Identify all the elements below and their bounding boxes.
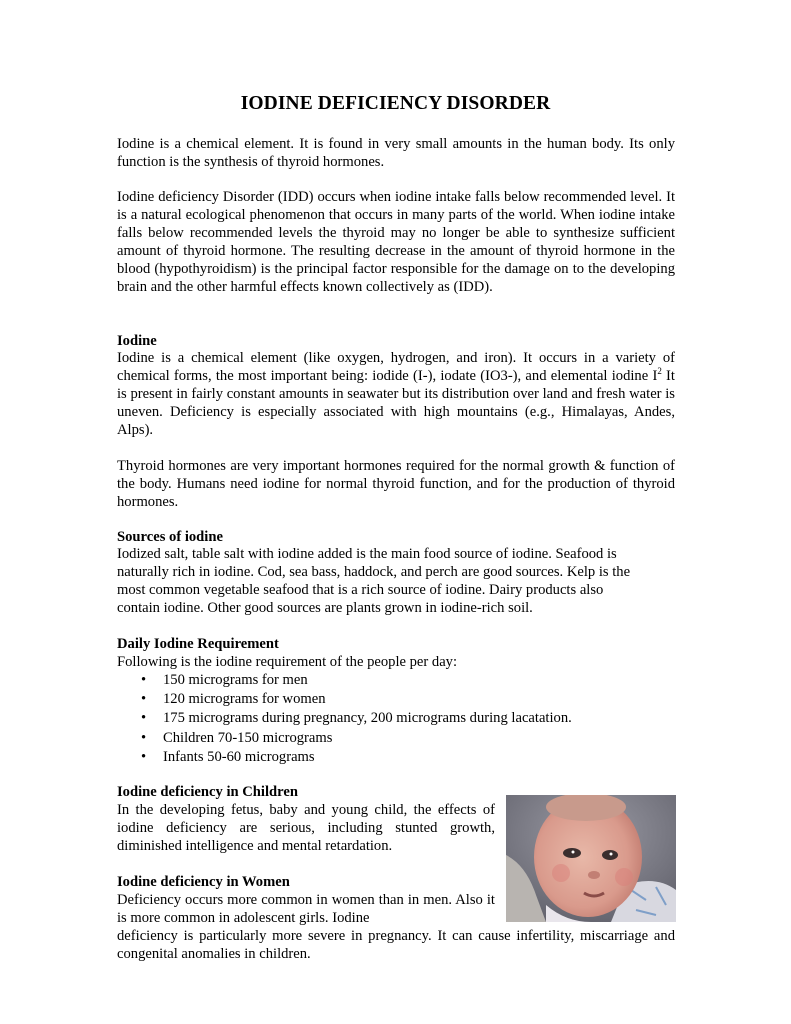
sources-paragraph xyxy=(117,545,675,617)
women-paragraph-full: deficiency is particularly more severe in pregnancy. It can cause infertility, miscarriage and congenital anomalies in children. xyxy=(117,928,675,962)
baby-photo-illustration xyxy=(506,795,676,922)
list-item: • 150 micrograms for men xyxy=(141,672,308,688)
list-item: • Infants 50-60 micrograms xyxy=(141,748,315,765)
sources-line: Iodized salt, table salt with iodine added is the main food source of iodine. Seafood is xyxy=(117,546,617,562)
requirement-list-wrap xyxy=(117,671,675,767)
sources-line: contain iodine. Other good sources are plants grown in iodine-rich soil. xyxy=(117,600,533,616)
sources-line: naturally rich in iodine. Cod, sea bass, haddock, and perch are good sources. Kelp is the xyxy=(117,564,631,580)
bullet-icon: • xyxy=(141,748,147,765)
bullet-icon: • xyxy=(141,691,147,708)
baby-photo xyxy=(506,795,676,922)
intro-paragraph-2: Iodine deficiency Disorder (IDD) occurs when iodine intake falls below recommended level. It is a natural ecological phenomenon that occurs in many parts of the world. When iodine intake falls below recommended levels the thyroid may no longer be able to synthesize sufficient amount of thyroid hormone. The resulting decrease in the amount of thyroid hormone in the blood (hypothyroidism) is the principal factor responsible for the damage on to the developing brain and the other harmful effects known collectively as (IDD). xyxy=(117,189,675,295)
iodine-heading: Iodine xyxy=(117,333,157,349)
women-paragraph-wrapped: Deficiency occurs more common in women than in men. Also it is more common in adolescent girls. Iodine xyxy=(117,892,495,926)
bullet-icon: • xyxy=(141,710,147,727)
list-item: • Children 70-150 micrograms xyxy=(141,729,333,746)
children-heading: Iodine deficiency in Children xyxy=(117,784,298,800)
list-item: • 175 micrograms during pregnancy, 200 micrograms during lacatation. xyxy=(141,710,572,727)
bullet-icon: • xyxy=(141,672,147,688)
page-title: IODINE DEFICIENCY DISORDER xyxy=(240,93,551,114)
thyroid-paragraph: Thyroid hormones are very important hormones required for the normal growth & function of the body. Humans need iodine for normal thyroid function, and for the production of thyroid hormones. xyxy=(117,458,675,510)
requirement-intro: Following is the iodine requirement of the people per day: xyxy=(117,654,458,670)
bullet-icon: • xyxy=(141,729,147,746)
superscript: 2 xyxy=(657,366,662,377)
children-paragraph: In the developing fetus, baby and young child, the effects of iodine deficiency are serious, including stunted growth, diminished intelligence and mental retardation. xyxy=(117,802,495,854)
list-item: • 120 micrograms for women xyxy=(141,691,326,708)
intro-paragraph-1: Iodine is a chemical element. It is found in very small amounts in the human body. Its only function is the synthesis of thyroid hormones. xyxy=(117,136,675,170)
sources-heading: Sources of iodine xyxy=(117,529,223,545)
iodine-paragraph: Iodine is a chemical element (like oxygen, hydrogen, and iron). It occurs in a variety of chemical forms, the most important being: iodide (I-), iodate (IO3-), and elemental iodine $I^2$ It is present in fairly constant amounts in seawater but its distribution over land and fresh water is uneven. Deficiency is especially associated with high mountains (e.g., Himalayas, Andes, Alps). xyxy=(117,350,675,438)
requirement-heading: Daily Iodine Requirement xyxy=(117,636,279,652)
requirement-list xyxy=(117,671,675,767)
sources-line: most common vegetable seafood that is a rich source of iodine. Dairy products also xyxy=(117,582,604,598)
women-heading: Iodine deficiency in Women xyxy=(117,874,290,890)
